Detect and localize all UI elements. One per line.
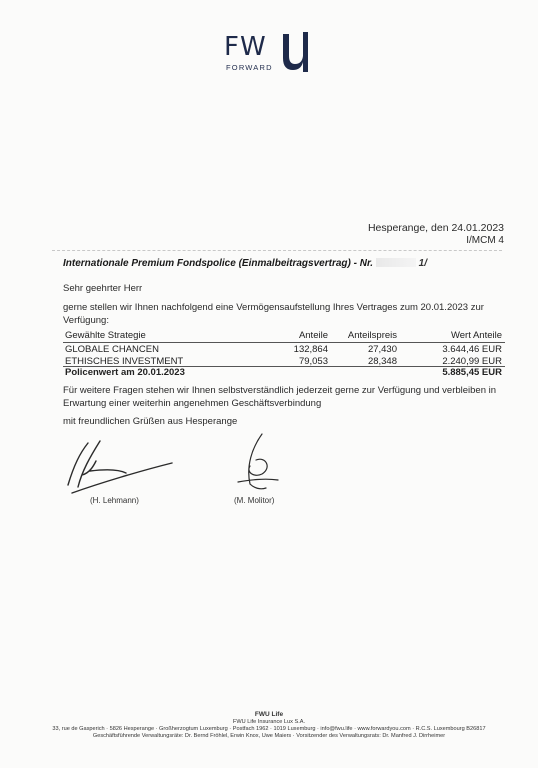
policy-number-fragment: 1/ bbox=[418, 258, 427, 269]
subject-text: Internationale Premium Fondspolice (Einmalbeitragsvertrag) - Nr. bbox=[63, 258, 374, 269]
greeting: mit freundlichen Grüßen aus Hesperange bbox=[63, 416, 238, 427]
footer bbox=[0, 711, 538, 740]
header-value: Wert Anteile bbox=[450, 330, 502, 341]
table-total-row bbox=[63, 367, 505, 379]
subject-line bbox=[63, 258, 427, 269]
logo-subtitle: FORWARD bbox=[226, 63, 273, 72]
logo-u-mark-icon bbox=[277, 28, 311, 76]
cell-value: 2.240,99 EUR bbox=[442, 356, 502, 367]
signatory-name-2: (M. Molitor) bbox=[234, 496, 275, 505]
total-value: 5.885,45 EUR bbox=[442, 367, 502, 378]
logo-letters: FW bbox=[224, 32, 267, 62]
cell-strategy: GLOBALE CHANCEN bbox=[65, 344, 159, 355]
cell-units: 132,864 bbox=[293, 344, 328, 355]
divider bbox=[52, 250, 502, 251]
header-strategy: Gewählte Strategie bbox=[65, 330, 146, 341]
closing-paragraph: Für weitere Fragen stehen wir Ihnen selbstverständlich jederzeit gerne zur Verfügung und verbleiben in Erwartung einer weiterhin angenehmen Geschäftsverbindung bbox=[63, 385, 497, 409]
signatory-name-1: (H. Lehmann) bbox=[90, 496, 139, 505]
signature-molitor bbox=[232, 430, 282, 496]
cell-value: 3.644,46 EUR bbox=[442, 344, 502, 355]
header-unit-price: Anteilspreis bbox=[347, 330, 397, 341]
salutation: Sehr geehrter Herr bbox=[63, 283, 143, 294]
cell-strategy: ETHISCHES INVESTMENT bbox=[65, 356, 184, 367]
cell-unit-price: 28,348 bbox=[367, 356, 397, 367]
redacted-policy-number bbox=[376, 258, 416, 267]
cell-unit-price: 27,430 bbox=[367, 344, 397, 355]
footer-address: 33, rue de Gasperich · 5826 Hesperange · Großherzogtum Luxemburg · Postfach 1962 · 1019 Luxemburg · info@fwu.life · www.forwardyou.com · R.C.S. Luxembourg B26817 bbox=[52, 726, 486, 732]
table-header-rule bbox=[63, 342, 505, 343]
table-body bbox=[63, 344, 505, 368]
fwu-forward-logo bbox=[224, 28, 314, 78]
reference-code: I/MCM 4 bbox=[466, 235, 504, 246]
footer-brand: FWU Life bbox=[254, 711, 284, 718]
place-date: Hesperange, den 24.01.2023 bbox=[367, 222, 504, 234]
signature-lehmann bbox=[60, 435, 180, 497]
footer-management: Geschäftsführende Verwaltungsräte: Dr. Bernd Fröhlel, Erwin Knox, Uwe Maiers · Vorsitzender des Verwaltungsrats: Dr. Manfred J. Dirrheimer bbox=[92, 733, 446, 739]
total-label: Policenwert am 20.01.2023 bbox=[65, 367, 185, 378]
table-row bbox=[63, 344, 505, 356]
footer-company: FWU Life Insurance Lux S.A. bbox=[232, 719, 306, 725]
header-units: Anteile bbox=[298, 330, 328, 341]
intro-paragraph: gerne stellen wir Ihnen nachfolgend eine Vermögensaufstellung Ihres Vertrages zum 20.01.2023 zur Verfügung: bbox=[63, 302, 484, 326]
cell-units: 79,053 bbox=[298, 356, 328, 367]
